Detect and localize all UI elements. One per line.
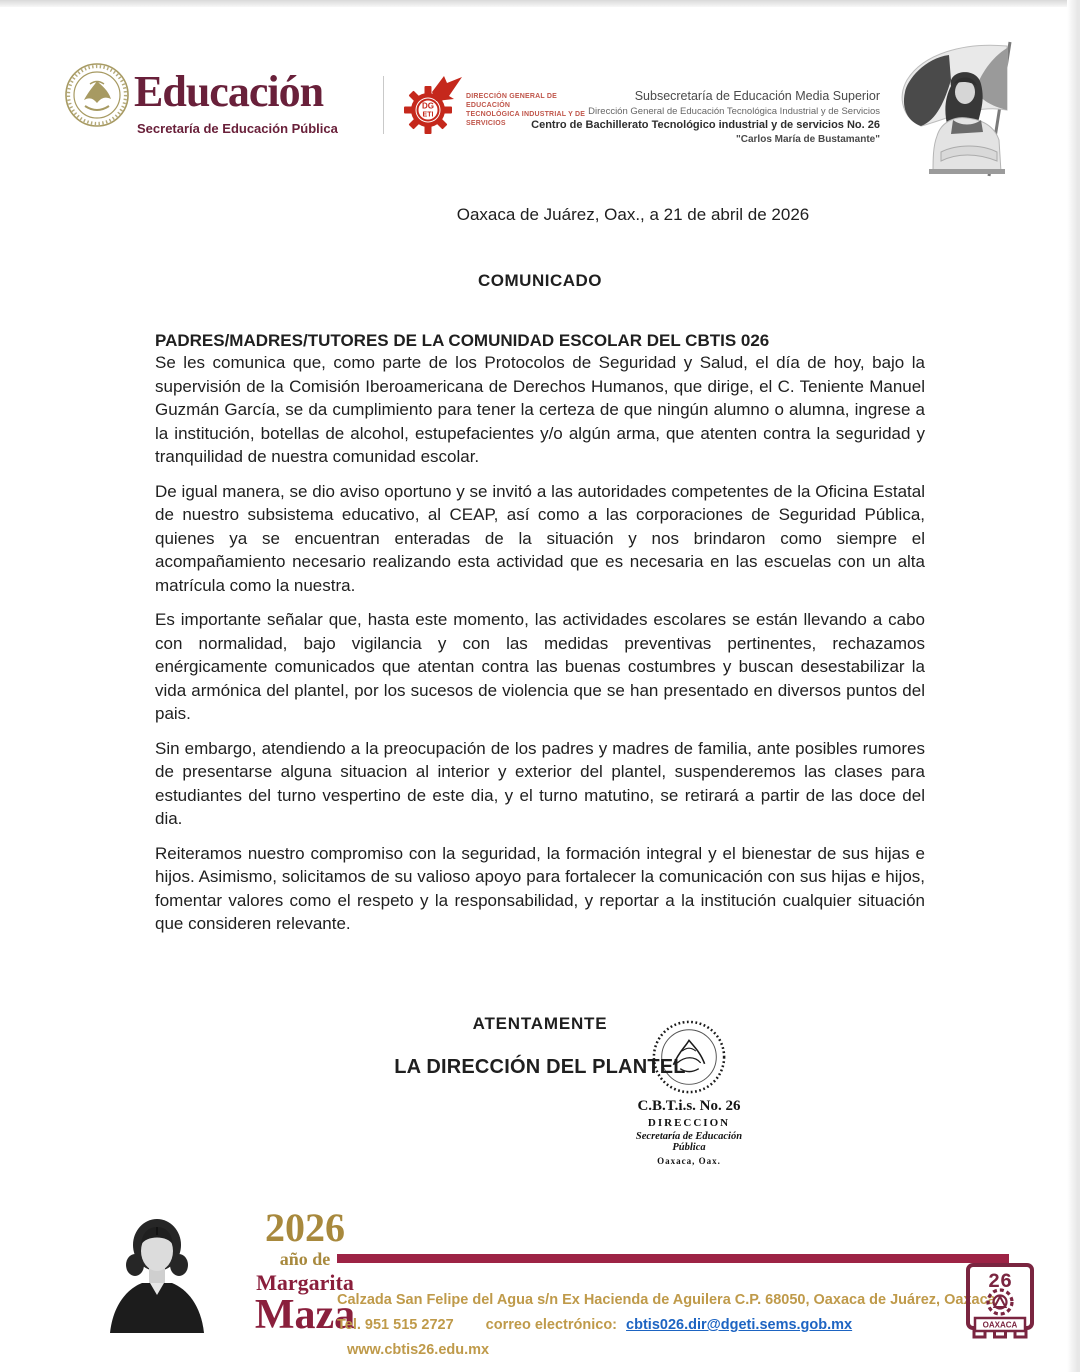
letter-title: COMUNICADO [478,271,602,290]
official-stamp [618,1018,760,1166]
stamp-direccion-line: DIRECCION [647,1117,731,1129]
paragraph-4: Sin embargo, atendiendo a la preocupación de los padres y madres de familia, ante posibles rumores de presentarse alguna situacion al interior y exterior del plantel, suspenderemos las clases para estudiantes del turno vespertino de este dia, y el turno matutino, se retirará a partir de las doce del dia. [155,738,925,828]
header-divider [383,76,384,134]
dgeti-caption-line2: TECNOLÓGICA INDUSTRIAL Y DE SERVICIOS [466,111,586,127]
subsecretaria-line: Subsecretaría de Educación Media Superior [634,89,880,103]
flag-woman-illustration [893,40,1028,183]
svg-text:26: 26 [987,1271,1013,1294]
paragraph-2: De igual manera, se dio aviso oportuno y se invitó a las autoridades competentes de la Oficina Estatal de nuestro subsistema educativo, al CEAP, así como a las corporaciones de Seguridad Pública, quienes ya se encuentran enteradas de la situación y nos brindaron como siempre el acompañamiento necesario realizando esta actividad que es necesaria en las escuelas con un alta matrícula como la nuestra. [155,481,925,595]
paragraph-3: Es importante señalar que, hasta este momento, las actividades escolares se están llevando a cabo con normalidad, bajo vigilancia y con las medidas preventivas pertinentes, rechazamos enérgicamente comunicados que atentan contra las buenas costumbres y buscan desestabilizar la vida armónica del plantel, por los sucesos de violencia que se han presentado en diversos puntos del pais. [155,610,925,723]
email-label: correo electrónico: [485,1317,618,1333]
svg-text:ETI: ETI [422,111,434,119]
badge-year: 2026 [265,1205,345,1250]
contact-line [337,1313,1002,1363]
direccion-general-line: Dirección General de Educación Tecnológica Industrial y de Servicios [588,106,880,117]
email-link[interactable]: cbtis026.dir@dgeti.sems.gob.mx [626,1317,853,1333]
address-line: Calzada San Felipe del Agua s/n Ex Hacienda de Aguilera C.P. 68050, Oaxaca de Juárez, Oaxaca [337,1292,996,1308]
paragraph-5: Reiteramos nuestro compromiso con la seguridad, la formación integral y el bienestar de sus hijas e hijos. Asimismo, solicitamos de su valioso apoyo para fortalecer la comunicación con sus hijas e hijos, fomentar valores como el respeto y la responsabilidad, y reportar a la institución cualquier situación que consideren relevante. [155,843,925,933]
website-text: www.cbtis26.edu.mx [347,1342,490,1358]
institution-block [460,88,880,147]
dgeti-caption-line1: DIRECCIÓN GENERAL DE EDUCACIÓN [466,93,557,109]
closing-line: ATENTAMENTE [472,1013,608,1033]
stamp-eagle-icon [650,1018,728,1096]
margarita-maza-portrait [82,1203,232,1338]
sep-subtitle: Secretaría de Educación Pública [137,121,338,136]
addressee-line: PADRES/MADRES/TUTORES DE LA COMUNIDAD ESCOLAR DEL CBTIS 026 [155,331,770,350]
stamp-sep-line: Secretaría de Educación [635,1131,743,1142]
badge-line1: año de [279,1249,331,1269]
sep-brand-wordmark: Educación [134,67,324,116]
dateline: Oaxaca de Juárez, Oax., a 21 de abril de 2026 [456,205,810,224]
stamp-city-line: Oaxaca, Oax. [657,1156,721,1166]
stamp-school-line: C.B.T.i.s. No. 26 [637,1098,741,1114]
dgeti-gear-icon [402,68,464,141]
school-name-line: "Carlos María de Bustamante" [736,134,880,145]
paragraph-1: Se les comunica que, como parte de los Protocolos de Seguridad y Salud, el día de hoy, bajo la supervisión de la Comisión Iberoamericana de Derechos Humanos, que dirige, el C. Teniente Manuel Guzmán García, se da cumplimiento para tener la certeza de que ningún alumno o alumna, ingrese a la institución, botellas de alcohol, estupefacientes y/o algún arma, que atenten contra la seguridad y tranquilidad de nuestra comunidad escolar. [155,353,925,466]
footer-address-block [337,1288,1002,1363]
centro-bachillerato-line: Centro de Bachillerato Tecnológico industrial y de servicios No. 26 [531,119,880,131]
letter-body [155,205,925,1079]
scan-edge-right [1067,0,1080,1372]
svg-text:OAXACA: OAXACA [982,1320,1018,1330]
scan-edge-top [0,0,1080,7]
badge-line3: Maza [254,1292,356,1338]
svg-text:DG: DG [422,101,434,111]
signature-line: LA DIRECCIÓN DEL PLANTEL [394,1055,686,1078]
cbtis26-oaxaca-logo [963,1262,1037,1351]
stamp-publica-line: Pública [672,1142,706,1153]
badge-line2: Margarita [256,1270,354,1295]
sep-eagle-seal-icon [64,62,130,133]
footer-accent-bar [337,1254,1009,1263]
phone-number: Tel. 951 515 2727 [337,1317,454,1333]
